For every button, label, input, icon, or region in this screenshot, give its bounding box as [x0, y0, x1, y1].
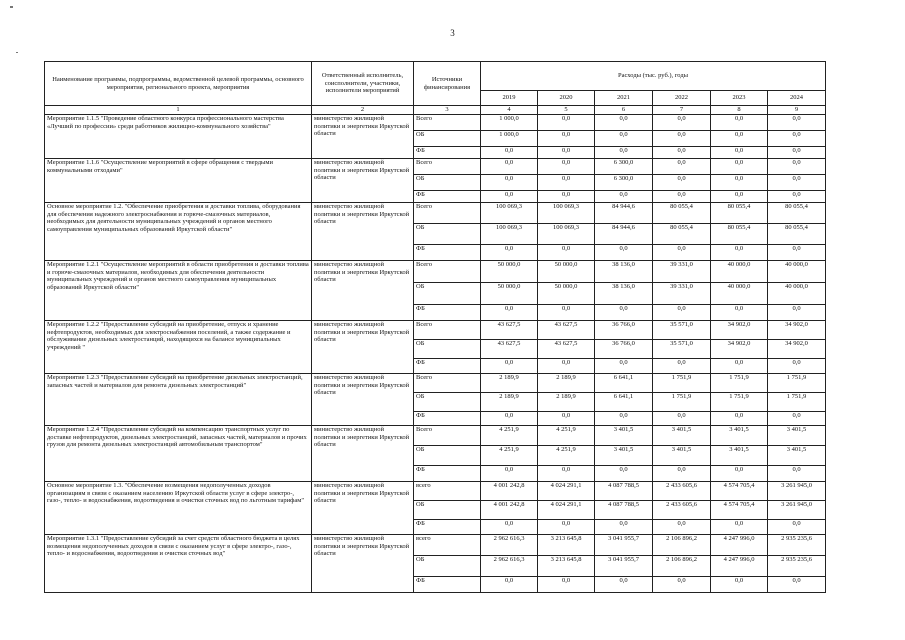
expense-value: 0,0 [538, 412, 595, 426]
expense-value: 40 000,0 [711, 261, 768, 283]
expense-value: 4 574 705,4 [711, 482, 768, 501]
expense-value: 2 433 605,6 [653, 482, 711, 501]
expense-value: 43 627,5 [481, 340, 538, 359]
expense-value: 39 331,0 [653, 261, 711, 283]
column-number: 8 [711, 106, 768, 115]
expense-value: 0,0 [768, 359, 826, 374]
expense-value: 0,0 [711, 147, 768, 159]
header-year: 2023 [711, 91, 768, 106]
expense-value: 35 571,0 [653, 321, 711, 340]
expense-value: 0,0 [595, 147, 653, 159]
expense-value: 4 001 242,8 [481, 482, 538, 501]
expense-value: 1 751,9 [653, 393, 711, 412]
expense-value: 0,0 [711, 466, 768, 482]
expense-value: 1 751,9 [711, 374, 768, 393]
expense-value: 6 300,0 [595, 175, 653, 191]
expense-value: 3 213 645,8 [538, 535, 595, 556]
activity-executor: министерство жилищной политики и энергетики Иркутской области [312, 115, 414, 159]
expense-value: 34 902,0 [711, 321, 768, 340]
activity-name: Основное мероприятие 1.2. "Обеспечение приобретения и доставки топлива, оборудования для обеспечения надежного электроснабжения и горюче-смазочных материалов, необходимых для деятельности муниципальных учреждений и органов местного самоуправления муниципальных образований Иркутской области" [45, 203, 312, 261]
expense-value: 0,0 [538, 245, 595, 261]
funding-source: ФБ [414, 305, 481, 321]
expense-value: 0,0 [653, 466, 711, 482]
expense-value: 0,0 [481, 305, 538, 321]
expense-value: 4 251,9 [538, 446, 595, 466]
expense-value: 80 055,4 [768, 203, 826, 224]
activity-executor: министерство жилищной политики и энергетики Иркутской области [312, 261, 414, 321]
expense-value: 0,0 [538, 466, 595, 482]
expense-value: 0,0 [595, 115, 653, 131]
expense-value: 43 627,5 [538, 340, 595, 359]
expense-value: 0,0 [653, 305, 711, 321]
funding-source: ФБ [414, 520, 481, 535]
activity-name: Мероприятие 1.3.1 "Предоставление субсидий за счет средств областного бюджета в целях возмещения недополученных доходов в связи с оказанием услуг в сфере электро-, газо-, тепло- и водоснабжения, водоотведения и очистки сточных вод" [45, 535, 312, 593]
expense-value: 0,0 [538, 520, 595, 535]
expense-value: 1 000,0 [481, 115, 538, 131]
expense-value: 0,0 [538, 159, 595, 175]
expense-value: 34 902,0 [768, 321, 826, 340]
expense-value: 4 247 996,0 [711, 556, 768, 577]
funding-source: всего [414, 535, 481, 556]
column-number: 5 [538, 106, 595, 115]
expense-value: 43 627,5 [481, 321, 538, 340]
budget-table [44, 61, 826, 593]
scan-speck [16, 52, 18, 53]
expense-value: 35 571,0 [653, 340, 711, 359]
expense-value: 0,0 [711, 191, 768, 203]
expense-value: 36 766,0 [595, 340, 653, 359]
header-year: 2021 [595, 91, 653, 106]
expense-value: 2 106 896,2 [653, 556, 711, 577]
funding-source: ОБ [414, 501, 481, 520]
expense-value: 1 751,9 [768, 374, 826, 393]
scan-speck [10, 6, 13, 8]
expense-value: 36 766,0 [595, 321, 653, 340]
expense-value: 0,0 [711, 175, 768, 191]
expense-value: 2 189,9 [538, 393, 595, 412]
expense-value: 0,0 [711, 159, 768, 175]
funding-source: Всего [414, 374, 481, 393]
expense-value: 4 024 291,1 [538, 482, 595, 501]
expense-value: 3 213 645,8 [538, 556, 595, 577]
expense-value: 2 106 896,2 [653, 535, 711, 556]
funding-source: ОБ [414, 224, 481, 245]
expense-value: 2 962 616,3 [481, 556, 538, 577]
expense-value: 0,0 [481, 245, 538, 261]
expense-value: 0,0 [653, 577, 711, 593]
expense-value: 0,0 [481, 577, 538, 593]
expense-value: 0,0 [653, 245, 711, 261]
header-year: 2024 [768, 91, 826, 106]
expense-value: 34 902,0 [711, 340, 768, 359]
column-number: 2 [312, 106, 414, 115]
expense-value: 0,0 [481, 359, 538, 374]
column-number: 3 [414, 106, 481, 115]
funding-source: ФБ [414, 147, 481, 159]
expense-value: 84 944,6 [595, 203, 653, 224]
expense-value: 2 189,9 [481, 393, 538, 412]
expense-value: 0,0 [653, 131, 711, 147]
expense-value: 6 300,0 [595, 159, 653, 175]
header-year: 2022 [653, 91, 711, 106]
expense-value: 0,0 [538, 147, 595, 159]
funding-source: ОБ [414, 283, 481, 305]
table-row [45, 159, 826, 175]
expense-value: 0,0 [595, 191, 653, 203]
activity-name: Мероприятие 1.2.2 "Предоставление субсидий на приобретение, отпуск и хранение нефтепродуктов, необходимых для электроснабжения поселений, а также содержание и обслуживание дизельных электростанций, находящихся на балансе муниципальных учреждений " [45, 321, 312, 374]
expense-value: 43 627,5 [538, 321, 595, 340]
expense-value: 4 574 705,4 [711, 501, 768, 520]
expense-value: 0,0 [538, 191, 595, 203]
funding-source: Всего [414, 159, 481, 175]
expense-value: 0,0 [595, 305, 653, 321]
funding-source: ФБ [414, 191, 481, 203]
activity-name: Основное мероприятие 1.3. "Обеспечение возмещения недополученных доходов организациям в связи с оказанием населению Иркутской области услуг в сфере электро-, газо-, тепло- и водоснабжения, водоотведения и очистки сточных вод по льготным тарифам" [45, 482, 312, 535]
funding-source: ФБ [414, 577, 481, 593]
expense-value: 0,0 [768, 305, 826, 321]
header-executor: Ответственный исполнитель, соисполнители, участники, исполнители мероприятий [312, 62, 414, 106]
expense-value: 0,0 [595, 131, 653, 147]
column-number: 6 [595, 106, 653, 115]
expense-value: 34 902,0 [768, 340, 826, 359]
funding-source: Всего [414, 321, 481, 340]
expense-value: 0,0 [538, 305, 595, 321]
expense-value: 0,0 [481, 159, 538, 175]
expense-value: 0,0 [768, 191, 826, 203]
table-row [45, 115, 826, 131]
expense-value: 0,0 [711, 305, 768, 321]
funding-source: ФБ [414, 245, 481, 261]
expense-value: 3 261 945,0 [768, 482, 826, 501]
column-number: 1 [45, 106, 312, 115]
expense-value: 2 935 235,6 [768, 556, 826, 577]
header-year: 2019 [481, 91, 538, 106]
activity-executor: министерство жилищной политики и энергетики Иркутской области [312, 535, 414, 593]
expense-value: 40 000,0 [768, 261, 826, 283]
funding-source: Всего [414, 426, 481, 446]
expense-value: 0,0 [653, 191, 711, 203]
expense-value: 0,0 [653, 175, 711, 191]
table-row [45, 482, 826, 501]
header-source: Источники финансирования [414, 62, 481, 106]
expense-value: 3 401,5 [768, 426, 826, 446]
expense-value: 100 069,3 [538, 203, 595, 224]
funding-source: ОБ [414, 393, 481, 412]
expense-value: 0,0 [711, 245, 768, 261]
expense-value: 0,0 [481, 175, 538, 191]
page-number: 3 [450, 28, 455, 38]
expense-value: 100 069,3 [538, 224, 595, 245]
activity-executor: министерство жилищной политики и энергетики Иркутской области [312, 159, 414, 203]
activity-name: Мероприятие 1.2.4 "Предоставление субсидий на компенсацию транспортных услуг по доставке нефтепродуктов, дизельных электростанций, запасных частей, материалов и прочих грузов для ремонта дизельных электростанций автомобильным транспортом" [45, 426, 312, 482]
funding-source: ОБ [414, 340, 481, 359]
expense-value: 100 069,3 [481, 224, 538, 245]
expense-value: 4 251,9 [481, 426, 538, 446]
expense-value: 1 751,9 [653, 374, 711, 393]
expense-value: 3 401,5 [768, 446, 826, 466]
expense-value: 0,0 [653, 412, 711, 426]
expense-value: 0,0 [711, 577, 768, 593]
activity-name: Мероприятие 1.1.6 "Осуществление мероприятий в сфере обращения с твердыми коммунальными отходами" [45, 159, 312, 203]
expense-value: 0,0 [768, 412, 826, 426]
expense-value: 80 055,4 [653, 203, 711, 224]
expense-value: 2 935 235,6 [768, 535, 826, 556]
expense-value: 2 189,9 [538, 374, 595, 393]
expense-value: 0,0 [538, 175, 595, 191]
table-row [45, 535, 826, 556]
expense-value: 0,0 [653, 115, 711, 131]
activity-name: Мероприятие 1.2.1 "Осуществление мероприятий в области приобретения и доставки топлива и горюче-смазочных материалов, необходимых для обеспечения деятельности муниципальных учреждений и органов местного самоуправления муниципальных образований Иркутской области" [45, 261, 312, 321]
header-name: Наименование программы, подпрограммы, ведомственной целевой программы, основного мероприятия, регионального проекта, мероприятия [45, 62, 312, 106]
expense-value: 0,0 [538, 131, 595, 147]
expense-value: 0,0 [711, 359, 768, 374]
expense-value: 0,0 [711, 115, 768, 131]
expense-value: 50 000,0 [538, 283, 595, 305]
expense-value: 0,0 [768, 520, 826, 535]
expense-value: 3 401,5 [595, 446, 653, 466]
expense-value: 0,0 [768, 131, 826, 147]
activity-name: Мероприятие 1.1.5 "Проведение областного конкурса профессионального мастерства «Лучший по профессии» среди работников жилищно-коммунального хозяйства" [45, 115, 312, 159]
expense-value: 0,0 [768, 577, 826, 593]
activity-name: Мероприятие 1.2.3 "Предоставление субсидий на приобретение дизельных электростанций, запасных частей и материалов для ремонта дизельных электростанций" [45, 374, 312, 426]
column-number: 4 [481, 106, 538, 115]
table-row [45, 321, 826, 340]
column-number: 9 [768, 106, 826, 115]
expense-value: 4 024 291,1 [538, 501, 595, 520]
expense-value: 80 055,4 [711, 224, 768, 245]
expense-value: 1 751,9 [711, 393, 768, 412]
funding-source: ФБ [414, 412, 481, 426]
expense-value: 0,0 [653, 159, 711, 175]
expense-value: 4 001 242,8 [481, 501, 538, 520]
activity-executor: министерство жилищной политики и энергетики Иркутской области [312, 482, 414, 535]
expense-value: 40 000,0 [711, 283, 768, 305]
activity-executor: министерство жилищной политики и энергетики Иркутской области [312, 374, 414, 426]
expense-value: 0,0 [595, 577, 653, 593]
expense-value: 38 136,0 [595, 283, 653, 305]
expense-value: 0,0 [481, 466, 538, 482]
funding-source: ОБ [414, 175, 481, 191]
expense-value: 6 641,1 [595, 374, 653, 393]
expense-value: 80 055,4 [653, 224, 711, 245]
expense-value: 0,0 [653, 147, 711, 159]
expense-value: 84 944,6 [595, 224, 653, 245]
expense-value: 4 251,9 [481, 446, 538, 466]
expense-value: 0,0 [481, 412, 538, 426]
expense-value: 50 000,0 [481, 283, 538, 305]
expense-value: 0,0 [768, 147, 826, 159]
expense-value: 0,0 [595, 520, 653, 535]
expense-value: 3 041 955,7 [595, 556, 653, 577]
expense-value: 39 331,0 [653, 283, 711, 305]
expense-value: 4 247 996,0 [711, 535, 768, 556]
expense-value: 4 087 788,5 [595, 501, 653, 520]
expense-value: 2 189,9 [481, 374, 538, 393]
expense-value: 100 069,3 [481, 203, 538, 224]
activity-executor: министерство жилищной политики и энергетики Иркутской области [312, 203, 414, 261]
expense-value: 0,0 [595, 466, 653, 482]
expense-value: 3 401,5 [653, 446, 711, 466]
expense-value: 0,0 [595, 359, 653, 374]
funding-source: Всего [414, 261, 481, 283]
column-number: 7 [653, 106, 711, 115]
expense-value: 50 000,0 [538, 261, 595, 283]
expense-value: 1 000,0 [481, 131, 538, 147]
expense-value: 0,0 [768, 466, 826, 482]
header-year: 2020 [538, 91, 595, 106]
expense-value: 2 433 605,6 [653, 501, 711, 520]
expense-value: 0,0 [595, 245, 653, 261]
expense-value: 0,0 [538, 577, 595, 593]
activity-executor: министерство жилищной политики и энергетики Иркутской области [312, 426, 414, 482]
expense-value: 4 087 788,5 [595, 482, 653, 501]
table-row [45, 261, 826, 283]
funding-source: ФБ [414, 466, 481, 482]
expense-value: 0,0 [711, 520, 768, 535]
expense-value: 4 251,9 [538, 426, 595, 446]
expense-value: 1 751,9 [768, 393, 826, 412]
table-row [45, 426, 826, 446]
funding-source: ОБ [414, 556, 481, 577]
expense-value: 3 041 955,7 [595, 535, 653, 556]
expense-value: 3 401,5 [595, 426, 653, 446]
expense-value: 0,0 [481, 520, 538, 535]
expense-value: 3 401,5 [653, 426, 711, 446]
expense-value: 0,0 [653, 359, 711, 374]
funding-source: ФБ [414, 359, 481, 374]
funding-source: ОБ [414, 131, 481, 147]
expense-value: 80 055,4 [711, 203, 768, 224]
expense-value: 0,0 [768, 159, 826, 175]
expense-value: 6 641,1 [595, 393, 653, 412]
expense-value: 3 401,5 [711, 426, 768, 446]
expense-value: 0,0 [711, 412, 768, 426]
expense-value: 0,0 [481, 147, 538, 159]
expense-value: 0,0 [768, 245, 826, 261]
expense-value: 0,0 [768, 115, 826, 131]
expense-value: 3 401,5 [711, 446, 768, 466]
expense-value: 0,0 [481, 191, 538, 203]
table-row [45, 374, 826, 393]
funding-source: Всего [414, 115, 481, 131]
expense-value: 0,0 [768, 175, 826, 191]
funding-source: ОБ [414, 446, 481, 466]
expense-value: 80 055,4 [768, 224, 826, 245]
activity-executor: министерство жилищной политики и энергетики Иркутской области [312, 321, 414, 374]
table-row [45, 203, 826, 224]
expense-value: 38 136,0 [595, 261, 653, 283]
expense-value: 0,0 [595, 412, 653, 426]
expense-value: 0,0 [653, 520, 711, 535]
expense-value: 50 000,0 [481, 261, 538, 283]
expense-value: 3 261 945,0 [768, 501, 826, 520]
expense-value: 2 962 616,3 [481, 535, 538, 556]
funding-source: Всего [414, 203, 481, 224]
header-expenses: Расходы (тыс. руб.), годы [481, 62, 826, 91]
expense-value: 0,0 [711, 131, 768, 147]
expense-value: 0,0 [538, 115, 595, 131]
funding-source: всего [414, 482, 481, 501]
expense-value: 40 000,0 [768, 283, 826, 305]
expense-value: 0,0 [538, 359, 595, 374]
